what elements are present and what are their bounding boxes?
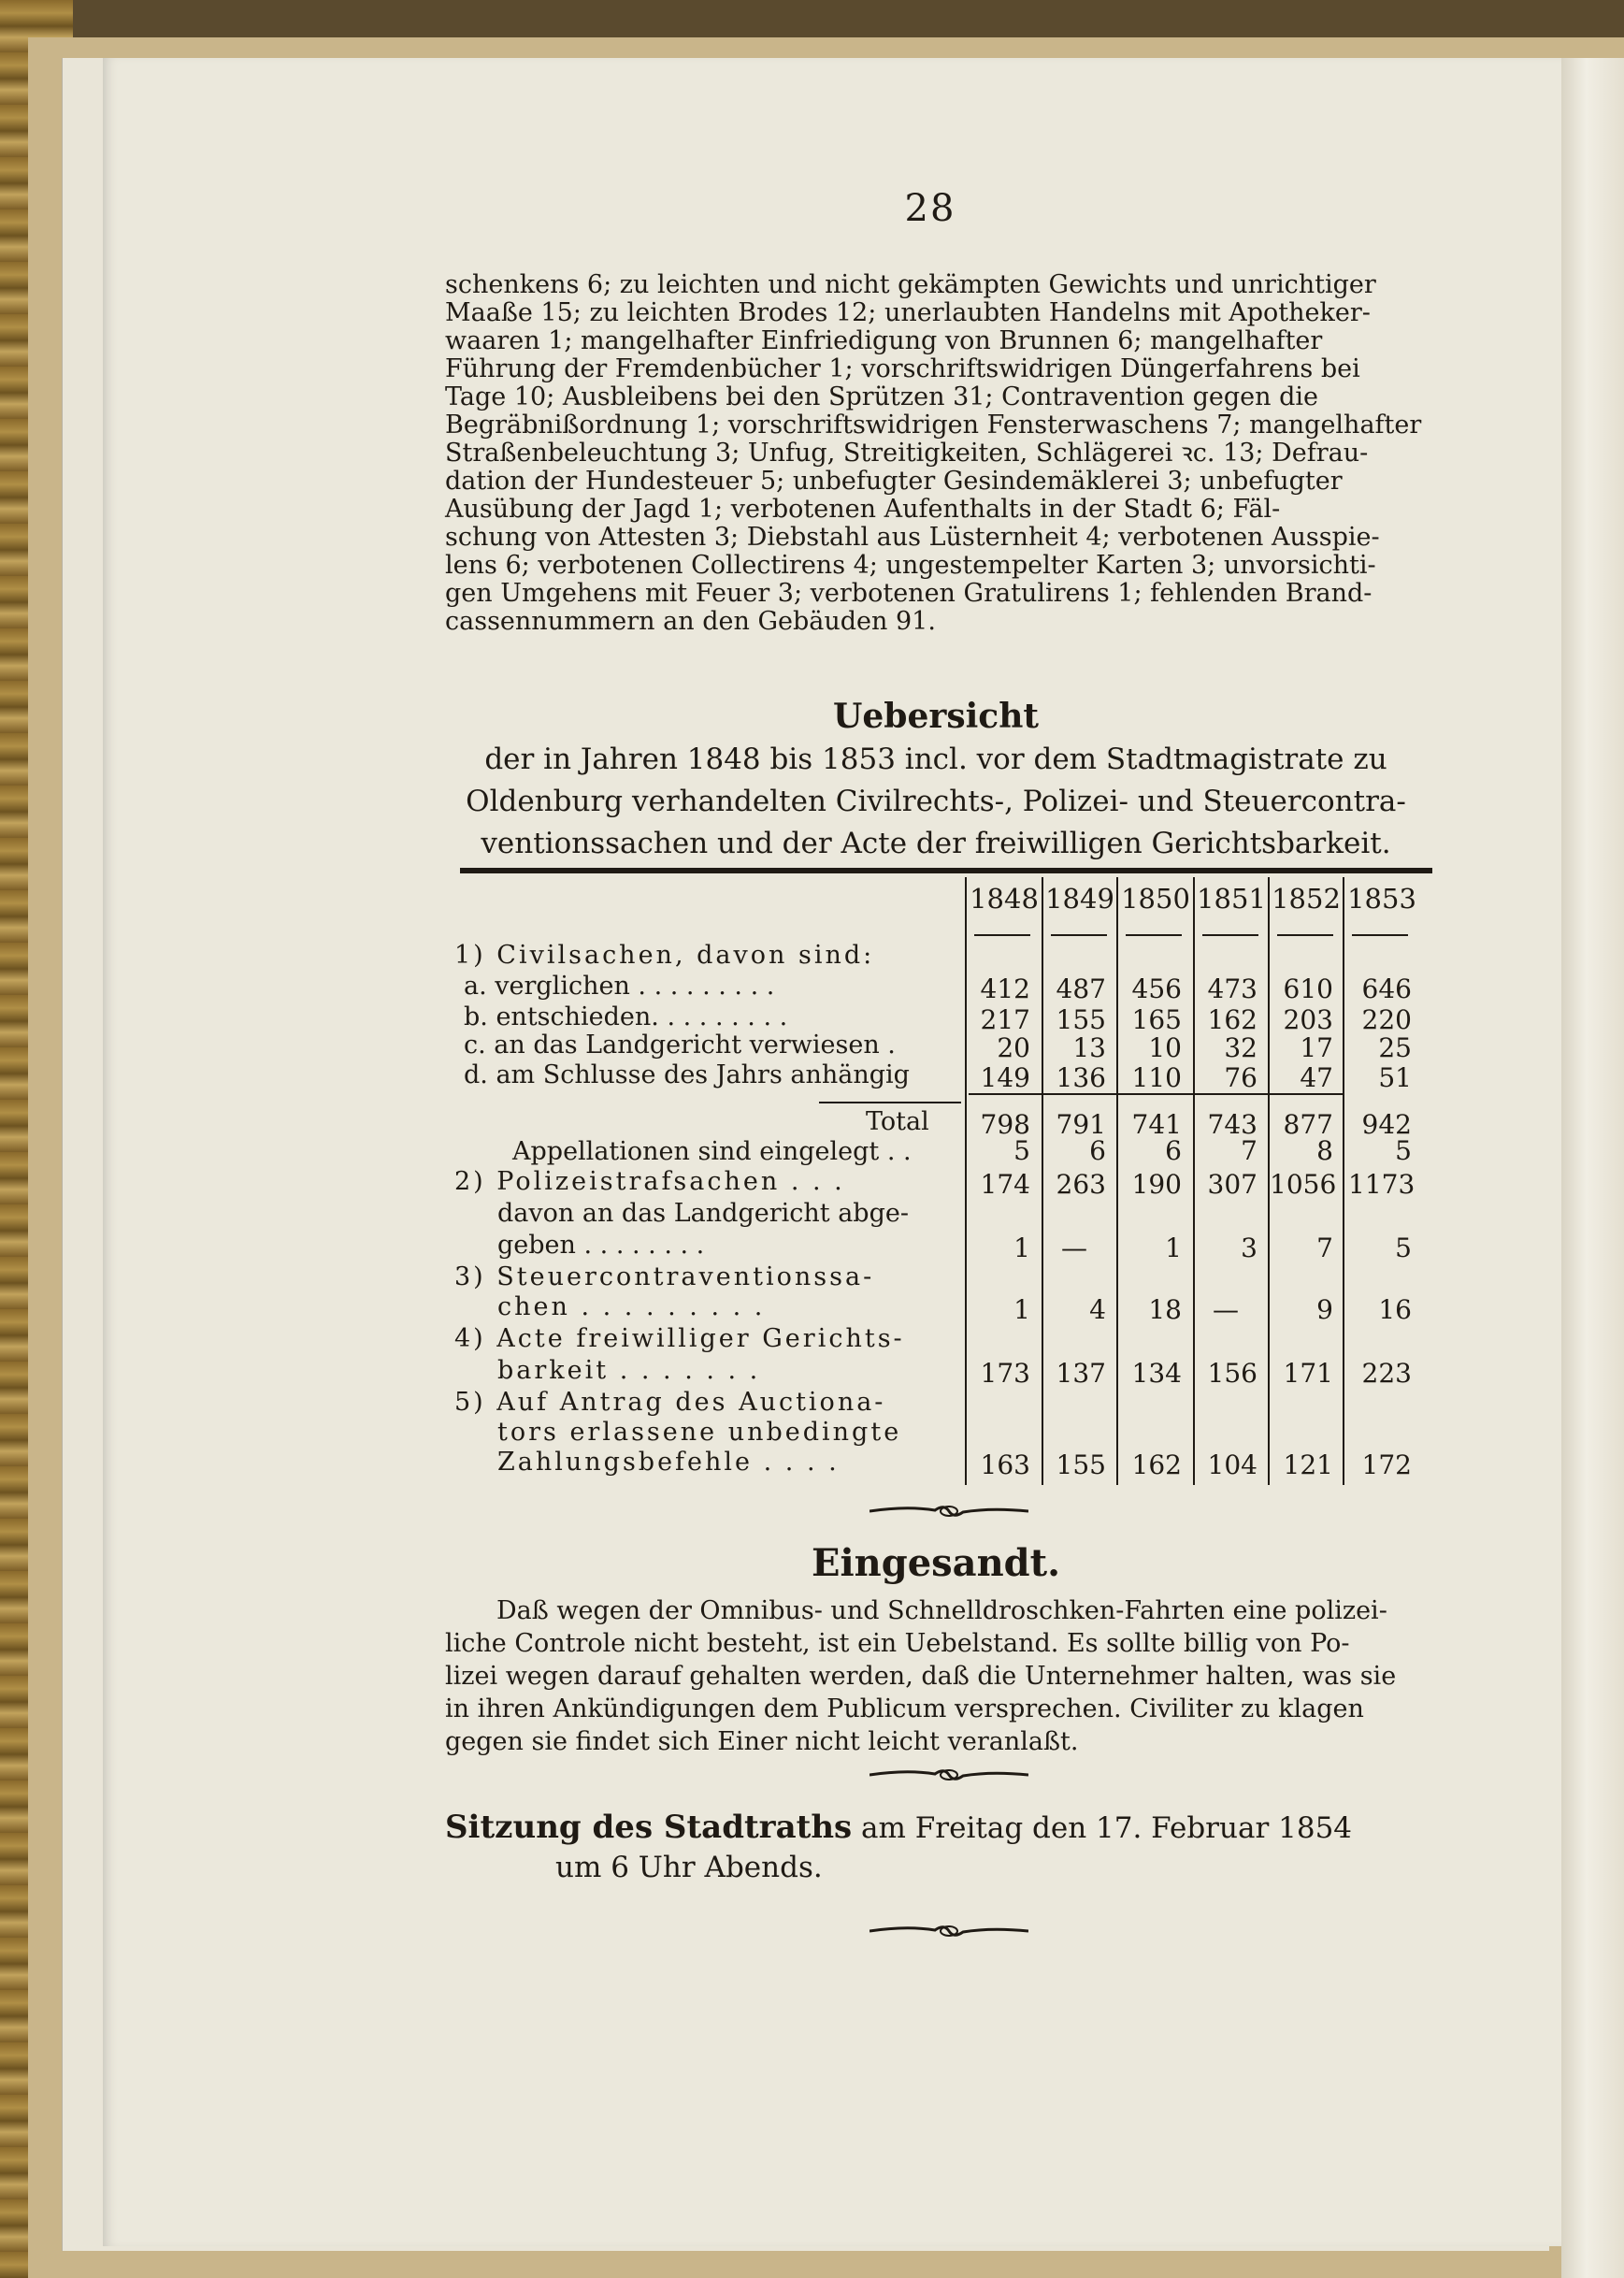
row-label-acts: 4) Acte freiwilliger Gerichts- [454, 1324, 905, 1353]
eingesandt-title: Eingesandt. [811, 1541, 1061, 1585]
eingesandt-paragraph [445, 1594, 1427, 1758]
row-label-civil: 1) Civilsachen, davon sind: [454, 941, 875, 970]
statistics-table [445, 877, 1444, 1485]
table-cell-auction: 104 [1207, 1449, 1258, 1480]
table-cell-total: 877 [1283, 1109, 1333, 1140]
table-cell-c: 20 [997, 1032, 1030, 1063]
paragraph-line: schenkens 6; zu leichten und nicht gekämpten Gewichts und unrichtiger [445, 270, 1376, 299]
row-label-d: d. am Schlusse des Jahrs anhängig [464, 1060, 910, 1089]
row-label-a: a. verglichen . . . . . . . . . [464, 972, 775, 1001]
header-underline [1352, 934, 1408, 936]
paragraph-line: Tage 10; Ausbleibens bei den Sprützen 31; Contravention gegen die [445, 382, 1318, 411]
table-cell-police-to-court: 1 [1013, 1233, 1030, 1263]
paragraph-line: Daß wegen der Omnibus- und Schnelldroschken-Fahrten eine polizei- [496, 1596, 1387, 1625]
table-cell-b: 162 [1207, 1004, 1258, 1035]
table-cell-total: 741 [1131, 1109, 1182, 1140]
row-label-appeals: Appellationen sind eingelegt . . [512, 1137, 912, 1166]
header-underline [974, 934, 1030, 936]
table-cell-police-to-court: 1 [1165, 1233, 1182, 1263]
table-cell-b: 217 [980, 1004, 1030, 1035]
table-cell-a: 412 [980, 973, 1030, 1004]
header-underline [1051, 934, 1107, 936]
table-cell-d: 149 [980, 1062, 1030, 1093]
table-cell-a: 473 [1207, 973, 1258, 1004]
table-cell-auction: 163 [980, 1449, 1030, 1480]
table-cell-d: 76 [1224, 1062, 1258, 1093]
paragraph-line: Ausübung der Jagd 1; verbotenen Aufenthalts in der Stadt 6; Fäl- [445, 495, 1281, 524]
table-cell-b: 203 [1283, 1004, 1333, 1035]
table-cell-police: 174 [980, 1169, 1030, 1200]
row-label-acts: barkeit . . . . . . . [497, 1356, 761, 1385]
table-cell-c: 17 [1300, 1032, 1333, 1063]
row-label-police-sub: geben . . . . . . . . [497, 1231, 705, 1260]
table-cell-total: 798 [980, 1109, 1030, 1140]
ornament-divider [869, 1766, 1028, 1784]
table-cell-police: 190 [1131, 1169, 1182, 1200]
meeting-title: Sitzung des Stadtraths [445, 1809, 853, 1846]
table-cell-auction: 162 [1131, 1449, 1182, 1480]
table-cell-appeals: 7 [1241, 1135, 1258, 1166]
overview-title: Uebersicht [832, 697, 1039, 736]
year-header: 1850 [1121, 883, 1190, 915]
ornament-divider [869, 1922, 1028, 1940]
table-cell-tax: 1 [1013, 1294, 1030, 1325]
table-cell-appeals: 6 [1089, 1135, 1106, 1166]
row-label-tax: chen . . . . . . . . . [497, 1292, 766, 1321]
table-cell-d: 110 [1131, 1062, 1182, 1093]
table-cell-appeals: 5 [1395, 1135, 1412, 1166]
ornament-divider [869, 1502, 1028, 1521]
table-cell-tax: 16 [1378, 1294, 1412, 1325]
paragraph-line: Begräbnißordnung 1; vorschriftswidrigen Fensterwaschens 7; mangelhafter [445, 411, 1422, 440]
table-cell-acts: 137 [1056, 1358, 1106, 1389]
table-cell-auction: 121 [1283, 1449, 1333, 1480]
meeting-date: am Freitag den 17. Februar 1854 [852, 1811, 1353, 1845]
paragraph-line: waaren 1; mangelhafter Einfriedigung von Brunnen 6; mangelhafter [445, 326, 1323, 355]
next-page-edge [1561, 58, 1624, 2278]
year-header: 1851 [1197, 883, 1266, 915]
table-cell-b: 155 [1056, 1004, 1106, 1035]
paragraph-line: Maaße 15; zu leichten Brodes 12; unerlaubten Handelns mit Apotheker- [445, 298, 1371, 327]
row-label-b: b. entschieden. . . . . . . . . [464, 1002, 788, 1031]
column-divider [1343, 877, 1344, 1485]
year-header: 1853 [1347, 883, 1416, 915]
year-header: 1852 [1272, 883, 1341, 915]
header-underline [1126, 934, 1182, 936]
row-label-police: 2) Polizeistrafsachen . . . [454, 1167, 845, 1196]
table-cell-auction: 172 [1361, 1449, 1412, 1480]
paragraph-line: dation der Hundesteuer 5; unbefugter Gesindemäklerei 3; unbefugter [445, 467, 1343, 496]
paragraph-line: Führung der Fremdenbücher 1; vorschriftswidrigen Düngerfahrens bei [445, 354, 1360, 383]
table-cell-acts: 171 [1283, 1358, 1333, 1389]
table-cell-appeals: 5 [1013, 1135, 1030, 1166]
overview-subtitle [445, 739, 1427, 865]
table-cell-a: 487 [1056, 973, 1106, 1004]
table-cell-tax: 18 [1148, 1294, 1182, 1325]
subtotal-rule [969, 1093, 1343, 1095]
row-label-auction: tors erlassene unbedingte [497, 1418, 902, 1447]
intro-paragraph [445, 271, 1427, 636]
table-cell-police: 307 [1207, 1169, 1258, 1200]
table-cell-police-to-court: 5 [1395, 1233, 1412, 1263]
paragraph-line: liche Controle nicht besteht, ist ein Uebelstand. Es sollte billig von Po- [445, 1629, 1350, 1658]
subtitle-line: der in Jahren 1848 bis 1853 incl. vor dem Stadtmagistrate zu [484, 743, 1387, 776]
table-cell-police: 1173 [1348, 1169, 1416, 1200]
table-cell-b: 220 [1361, 1004, 1412, 1035]
table-cell-police: 263 [1056, 1169, 1106, 1200]
table-cell-acts: 173 [980, 1358, 1030, 1389]
meeting-time: um 6 Uhr Abends. [555, 1851, 823, 1884]
row-label-police-sub: davon an das Landgericht abge- [497, 1199, 909, 1228]
row-label-auction: 5) Auf Antrag des Auctiona- [454, 1388, 886, 1417]
subtitle-line: Oldenburg verhandelten Civilrechts-, Polizei- und Steuercontra- [466, 785, 1406, 818]
table-cell-total: 942 [1361, 1109, 1412, 1140]
row-label-tax: 3) Steuercontraventionssa- [454, 1262, 875, 1291]
table-cell-tax: 4 [1089, 1294, 1106, 1325]
header-underline [1202, 934, 1258, 936]
table-cell-auction: 155 [1056, 1449, 1106, 1480]
table-cell-acts: 134 [1131, 1358, 1182, 1389]
table-cell-tax: 9 [1316, 1294, 1333, 1325]
paragraph-line: in ihren Ankündigungen dem Publicum versprechen. Civiliter zu klagen [445, 1694, 1364, 1723]
header-underline [1277, 934, 1333, 936]
row-label-auction: Zahlungsbefehle . . . . [497, 1448, 840, 1477]
paragraph-line: schung von Attesten 3; Diebstahl aus Lüsternheit 4; verbotenen Ausspie- [445, 523, 1380, 552]
table-cell-total: 743 [1207, 1109, 1258, 1140]
table-cell-police-to-court: — [1061, 1233, 1087, 1263]
table-cell-d: 136 [1056, 1062, 1106, 1093]
year-header: 1848 [970, 883, 1039, 915]
paragraph-line: gegen sie findet sich Einer nicht leicht veranlaßt. [445, 1727, 1079, 1756]
paragraph-line: lizei wegen darauf gehalten werden, daß die Unternehmer halten, was sie [445, 1662, 1397, 1691]
table-cell-appeals: 6 [1165, 1135, 1182, 1166]
paragraph-line: lens 6; verbotenen Collectirens 4; ungestempelter Karten 3; unvorsichti- [445, 551, 1376, 580]
subtotal-rule [819, 1102, 961, 1103]
table-cell-c: 32 [1224, 1032, 1258, 1063]
table-cell-c: 25 [1378, 1032, 1412, 1063]
table-cell-a: 610 [1283, 973, 1333, 1004]
table-cell-police-to-court: 3 [1241, 1233, 1258, 1263]
row-label-c: c. an das Landgericht verwiesen . [464, 1031, 896, 1060]
council-meeting-notice [445, 1808, 1436, 1887]
table-cell-a: 456 [1131, 973, 1182, 1004]
table-cell-c: 13 [1072, 1032, 1106, 1063]
table-cell-tax: — [1213, 1294, 1239, 1325]
table-cell-total: 791 [1056, 1109, 1106, 1140]
year-header: 1849 [1045, 883, 1114, 915]
paragraph-line: gen Umgehens mit Feuer 3; verbotenen Gratulirens 1; fehlenden Brand- [445, 579, 1372, 608]
table-cell-b: 165 [1131, 1004, 1182, 1035]
table-cell-acts: 223 [1361, 1358, 1412, 1389]
table-cell-d: 47 [1300, 1062, 1333, 1093]
paragraph-line: Straßenbeleuchtung 3; Unfug, Streitigkeiten, Schlägerei ꝛc. 13; Defrau- [445, 439, 1369, 468]
table-cell-d: 51 [1378, 1062, 1412, 1093]
row-label-total: Total [866, 1107, 929, 1136]
subtitle-line: ventionssachen und der Acte der freiwilligen Gerichtsbarkeit. [481, 827, 1391, 860]
table-cell-police: 1056 [1270, 1169, 1337, 1200]
table-cell-c: 10 [1148, 1032, 1182, 1063]
table-top-rule [460, 868, 1432, 873]
table-cell-police-to-court: 7 [1316, 1233, 1333, 1263]
table-cell-appeals: 8 [1316, 1135, 1333, 1166]
table-cell-acts: 156 [1207, 1358, 1258, 1389]
table-cell-a: 646 [1361, 973, 1412, 1004]
paragraph-line: cassennummern an den Gebäuden 91. [445, 607, 936, 636]
page-number: 28 [904, 187, 956, 230]
